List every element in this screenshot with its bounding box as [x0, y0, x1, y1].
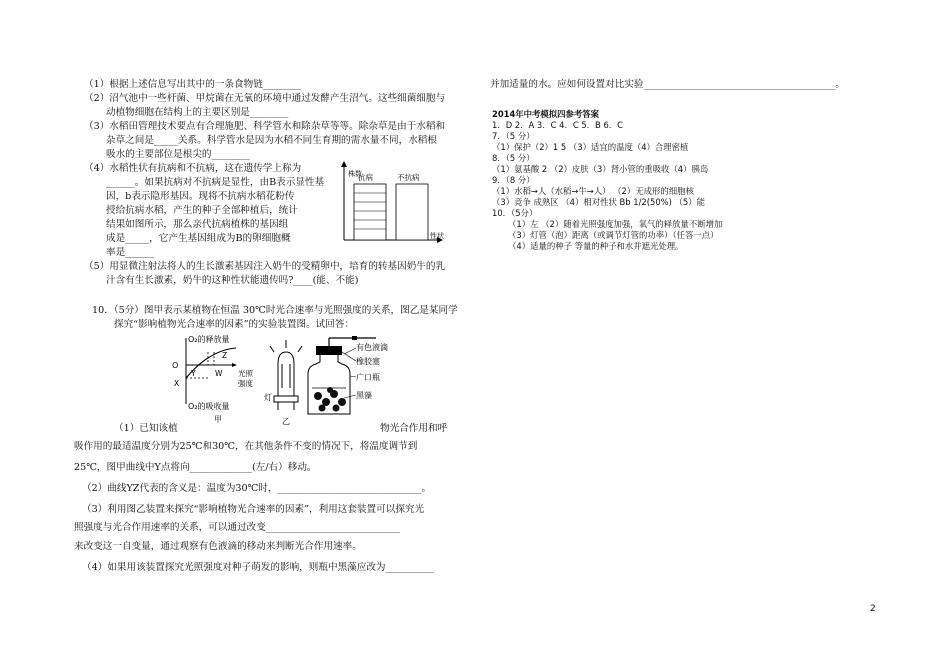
q10-p1b: 吸作用的最适温度分别为25℃和30℃，在其他条件不变的情况下，将温度调节到 — [74, 441, 418, 452]
yi-label-jar: 广口瓶 — [356, 373, 380, 382]
q9-line4b: ______。如果抗病对不抗病是显性，由B表示显性基 — [106, 177, 325, 188]
answer-line-10: （1）左 （2）随着光照强度加强，氧气的释放量不断增加 — [508, 219, 723, 229]
q10-p4: （4）如果用该装置探究光照强度对种子萌发的影响，则瓶中黑藻应改为__________ — [82, 562, 434, 573]
answer-line-9: 10．（5分） — [492, 208, 538, 218]
answer-line-4: 8．（5 分） — [492, 153, 535, 163]
trait-bar-chart — [330, 158, 462, 248]
answer-line-2: 7．（5 分） — [492, 131, 535, 141]
q10-p1a2: 物光合作用和呼 — [380, 423, 448, 434]
rubber-stopper — [316, 346, 342, 355]
jia-axis1: 光照 — [238, 369, 253, 378]
bar1-label: 抗病 — [358, 173, 373, 182]
right-continuation: 并加适量的水。应如何设置对比实验________________________________________。 — [490, 79, 845, 90]
jia-axis2: 强度 — [238, 379, 253, 388]
answer-line-12: （4）适量的种子 等量的种子和水并遮光处理。 — [508, 241, 684, 251]
chart-y-arrow — [341, 161, 347, 167]
bar-resistant — [354, 184, 386, 240]
q9-line4c: 因，b表示隐形基因。现将不抗病水稻花粉传 — [106, 191, 295, 202]
answer-line-1: 1．D 2．A 3．C 4．C 5．B 6．C — [492, 120, 623, 130]
jia-z: Z — [222, 351, 228, 360]
q9-line5b: 汁含有生长激素，奶牛的这种性状能遗传吗?____(能、不能) — [106, 275, 359, 286]
q9-line4a: （4）水稻性状有抗病和不抗病，这在遗传学上称为 — [84, 163, 302, 174]
bar-nonresistant — [396, 184, 428, 240]
answer-line-5: （1）氨基酸 2 （2）皮肤（3）肾小管的重吸收（4）胰岛 — [492, 164, 709, 174]
diagram-jia — [170, 334, 262, 424]
q9-line5a: （5）用显微注射法将人的生长激素基因注入奶牛的受精卵中，培育的转基因奶牛的乳 — [84, 261, 446, 272]
q10-p1a: （1）已知该植 — [114, 423, 178, 434]
q10-p3b: 照强度与光合作用速率的关系，可以通过改变____________________________ — [74, 522, 401, 533]
page-number: 2 — [870, 604, 876, 614]
q9-line4g: 率是______ — [106, 247, 154, 258]
lamp-icon — [278, 352, 294, 396]
q10-p3c: 来改变这一自变量，通过观察有色液滴的移动来判断光合作用速率。 — [74, 541, 362, 552]
chart-xlabel: 性状 — [430, 232, 444, 240]
q9-line4e: 结果如图所示，那么亲代抗病植株的基因组 — [106, 219, 289, 230]
jia-x: X — [174, 379, 180, 388]
jia-o: O — [172, 361, 179, 370]
bar2-label: 不抗病 — [397, 173, 420, 182]
yi-label-algae: 黑藻 — [356, 391, 372, 400]
q10-p3a: （3）利用图乙装置来探究“影响植物光合速率的因素”，利用这套装置可以探究光 — [82, 504, 425, 515]
q9-line4d: 授给抗病水稻，产生的种子全部种植后，统计 — [106, 205, 298, 216]
yi-label-stopper: 橡胶塞 — [356, 357, 380, 366]
q10-p2: （2）曲线YZ代表的含义是：温度为30℃时，______________________________。 — [82, 483, 432, 494]
q9-line2a: （2）沼气池中一些杆菌、甲烷菌在无氧的环境中通过发酵产生沼气。这些细菌细胞与 — [84, 93, 446, 104]
jia-y: Y — [191, 369, 196, 378]
jia-bottom-label: O₂的吸收量 — [188, 402, 230, 411]
q9-line3c: 吸水的主要部位是根尖的________ — [106, 149, 250, 160]
lamp-label: 灯 — [264, 393, 272, 402]
answer-line-7: （1）水稻→人（水稻→牛→人） （2）无成形的细胞核 — [492, 186, 694, 196]
chart-ylabel: 株数 — [348, 170, 362, 178]
answer-line-11: （3）灯管（泡）距离（或调节灯管的功率）（任答一点） — [508, 230, 719, 240]
answer-line-6: 9．（8 分） — [492, 175, 535, 185]
q10-head2: 探究“影响植物光合速率的因素”的实验装置图。试回答： — [114, 319, 355, 330]
q10-head1: 10．（5分）图甲表示某植物在恒温 30℃时光合速率与光照强度的关系，图乙是某同学 — [92, 305, 458, 316]
answer-line-3: （1）保护（2）1 5 （3）适宜的温度（4）合理密植 — [492, 142, 689, 152]
q9-line3a: （3）水稻田管理技术要点有合理施肥、科学管水和除杂草等等。除杂草是由于水稻和 — [84, 121, 446, 132]
answers-title: 2014年中考模拟四参考答案 — [492, 109, 600, 119]
jia-caption: 甲 — [214, 415, 222, 424]
yi-caption: 乙 — [282, 417, 290, 426]
jia-top-label: O₂的释放量 — [188, 335, 230, 344]
diagram-yi — [256, 330, 396, 426]
jia-w: W — [215, 369, 223, 378]
yi-label-droplet: 有色液滴 — [356, 343, 388, 352]
q9-line3b: 杂草之间是_____关系。科学管水是因为水稻不同生育期的需水量不同，水稻根 — [106, 135, 437, 146]
q9-line2b: 动植物细胞在结构上的主要区别是________ — [106, 107, 289, 118]
colored-droplet — [352, 336, 357, 340]
answer-line-8: （3）竞争 成熟区 （4）相对性状 Bb 1/2(50%) （5）能 — [492, 197, 705, 207]
q9-line4f: 成是_____，它产生基因组成为B的卵细胞概 — [106, 233, 291, 244]
q10-p1c: 25℃，图甲曲线中Y点将向_____________(左/右）移动。 — [74, 462, 317, 473]
q9-line1: （1）根据上述信息写出其中的一条食物链________ — [84, 79, 302, 90]
